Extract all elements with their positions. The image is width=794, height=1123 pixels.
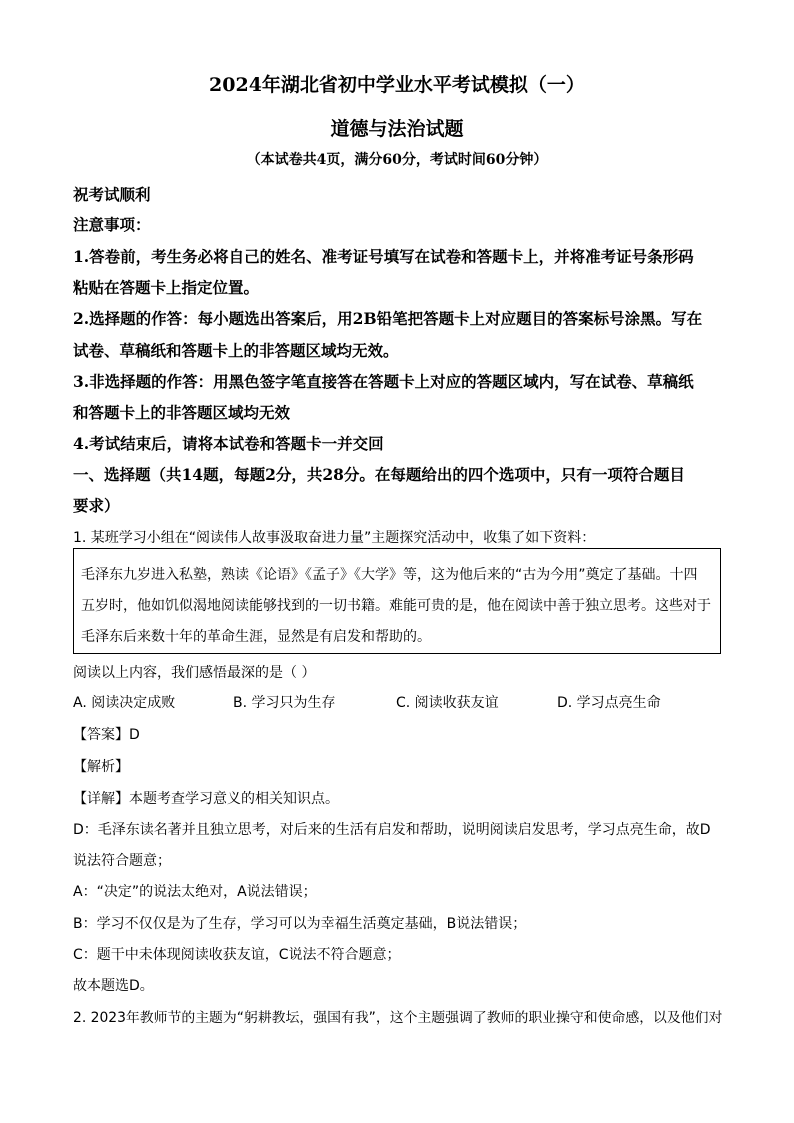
section-heading: 一、选择题（共14题，每题2分，共28分。在每题给出的四个选项中，只有一项符合题目 bbox=[73, 465, 685, 484]
exam-title: 2024年湖北省初中学业水平考试模拟（一） bbox=[209, 74, 585, 96]
subject-title: 道德与法治试题 bbox=[330, 118, 464, 140]
option-a: A. 阅读决定成败 bbox=[73, 695, 176, 711]
analysis-label: 【解析】 bbox=[73, 759, 129, 775]
analysis-line: D：毛泽东读名著并且独立思考，对后来的生活有启发和帮助，说明阅读启发思考，学习点亮生命，故D bbox=[73, 822, 711, 838]
material-box bbox=[73, 548, 721, 654]
analysis-line: B：学习不仅仅是为了生存，学习可以为幸福生活奠定基础，B说法错误； bbox=[73, 916, 527, 932]
analysis-line: 【详解】本题考查学习意义的相关知识点。 bbox=[73, 791, 339, 807]
analysis-line: A：“决定”的说法太绝对，A说法错误； bbox=[73, 884, 317, 900]
option-d: D. 学习点亮生命 bbox=[557, 695, 661, 711]
notice-line: 试卷、草稿纸和答题卡上的非答题区域均无效。 bbox=[73, 341, 399, 360]
notice-line: 4.考试结束后，请将本试卷和答题卡一并交回 bbox=[73, 434, 384, 453]
analysis-line: C：题干中未体现阅读收获友谊，C说法不符合题意； bbox=[73, 947, 401, 963]
section-heading-cont: 要求） bbox=[73, 496, 120, 515]
wish-text: 祝考试顺利 bbox=[73, 185, 151, 204]
analysis-line: 故本题选D。 bbox=[73, 978, 154, 994]
exam-note: （本试卷共4页，满分60分，考试时间60分钟） bbox=[246, 152, 548, 168]
question-1-prompt: 阅读以上内容，我们感悟最深的是（ ） bbox=[73, 665, 316, 681]
notice-line: 1.答卷前，考生务必将自己的姓名、准考证号填写在试卷和答题卡上，并将准考证号条形码 bbox=[73, 247, 694, 266]
material-line: 五岁时，他如饥似渴地阅读能够找到的一切书籍。难能可贵的是，他在阅读中善于独立思考。这些对于 bbox=[81, 598, 711, 614]
question-1-stem: 1. 某班学习小组在“阅读伟人故事汲取奋进力量”主题探究活动中，收集了如下资料： bbox=[73, 530, 596, 546]
notice-heading: 注意事项： bbox=[73, 215, 151, 234]
option-c: C. 阅读收获友谊 bbox=[396, 695, 499, 711]
material-line: 毛泽东后来数十年的革命生涯，显然是有启发和帮助的。 bbox=[81, 629, 431, 645]
option-b: B. 学习只为生存 bbox=[233, 695, 336, 711]
notice-line: 3.非选择题的作答：用黑色签字笔直接答在答题卡上对应的答题区域内，写在试卷、草稿纸 bbox=[73, 372, 694, 391]
question-2-stem: 2. 2023年教师节的主题为“躬耕教坛，强国有我”，这个主题强调了教师的职业操守和使命感，以及他们对 bbox=[73, 1010, 723, 1026]
material-line: 毛泽东九岁进入私塾，熟读《论语》《孟子》《大学》等，这为他后来的“古为今用”奠定了基础。十四 bbox=[81, 567, 698, 583]
notice-line: 和答题卡上的非答题区域均无效 bbox=[73, 403, 291, 422]
notice-line: 粘贴在答题卡上指定位置。 bbox=[73, 278, 260, 297]
notice-line: 2.选择题的作答：每小题选出答案后，用2B铅笔把答题卡上对应题目的答案标号涂黑。写在 bbox=[73, 309, 703, 328]
analysis-line: 说法符合题意； bbox=[73, 853, 171, 869]
answer-label: 【答案】D bbox=[73, 727, 140, 743]
